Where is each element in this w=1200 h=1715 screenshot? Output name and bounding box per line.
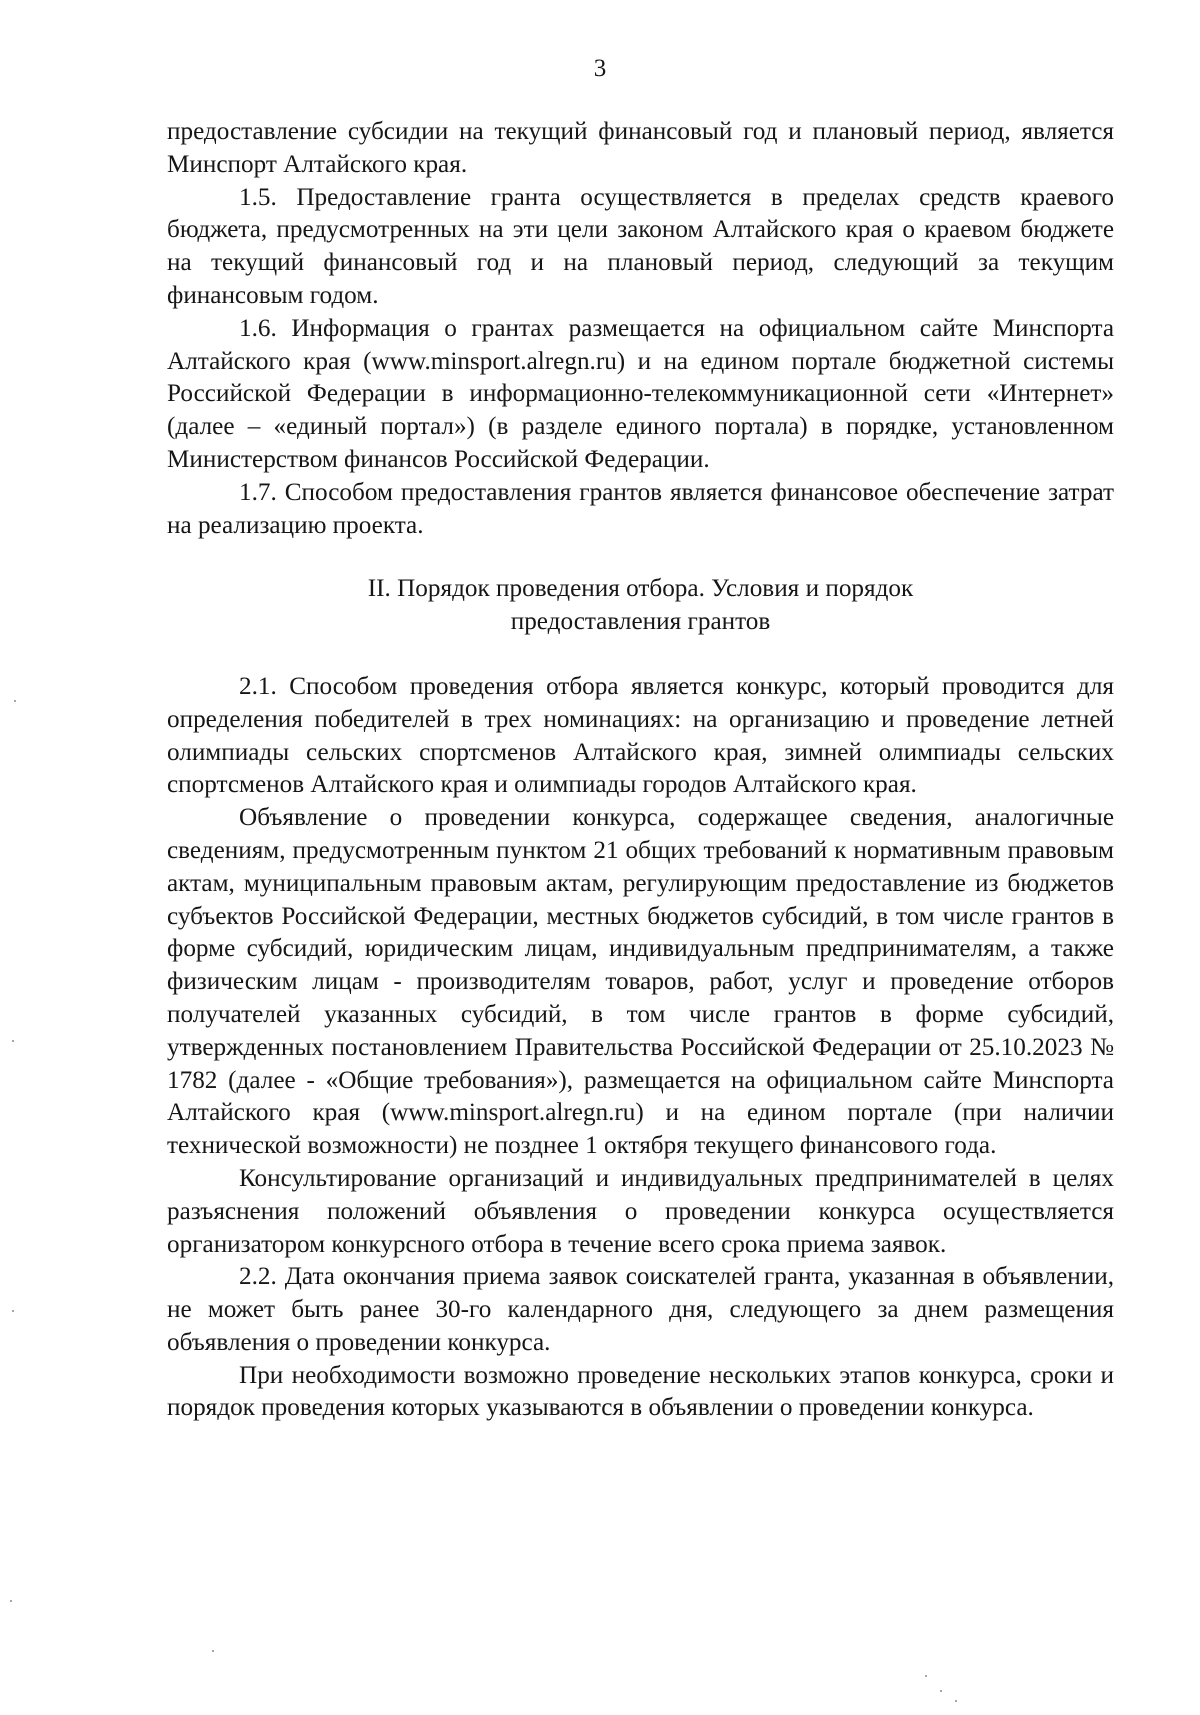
paragraph-announcement: Объявление о проведении конкурса, содержащее сведения, аналогичные сведениям, предусмотренным пунктом 21 общих требований к нормативным правовым актам, муниципальным правовым актам, регулирующим предоставление из бюджетов субъектов Российской Федерации, местных бюджетов субсидий, в том числе грантов в форме субсидий, юридическим лицам, индивидуальным предпринимателям, а также физическим лицам - производителям товаров, работ, услуг и проведение отборов получателей указанных субсидий, в том числе грантов в форме субсидий, утвержденных постановлением Правительства Российской Федерации от 25.10.2023 № 1782 (далее - «Общие требования»), размещается на официальном сайте Минспорта Алтайского края (www.minsport.alregn.ru) и на едином портале (при наличии технической возможности) не позднее 1 октября текущего финансового года. — [167, 804, 1114, 1160]
scan-speck — [955, 1700, 957, 1702]
scan-speck — [940, 1690, 942, 1692]
section-heading-line-2: предоставления грантов — [510, 608, 771, 636]
section-heading — [167, 573, 1114, 639]
document-body — [167, 116, 1114, 1425]
scan-speck — [12, 1310, 14, 1312]
section-heading-line-1: II. Порядок проведения отбора. Условия и порядок — [367, 575, 914, 603]
paragraph-2-1: 2.1. Способом проведения отбора является конкурс, который проводится для определения победителей в трех номинациях: на организацию и проведение летней олимпиады сельских спортсменов Алтайского края, зимней олимпиады сельских спортсменов Алтайского края и олимпиады городов Алтайского края. — [167, 672, 1114, 799]
scan-speck — [14, 700, 16, 702]
scan-speck — [212, 1650, 214, 1652]
paragraph-1-7: 1.7. Способом предоставления грантов является финансовое обеспечение затрат на реализацию проекта. — [167, 478, 1114, 539]
paragraph-stages: При необходимости возможно проведение нескольких этапов конкурса, сроки и порядок проведения которых указываются в объявлении о проведении конкурса. — [167, 1361, 1114, 1422]
scan-speck — [10, 1600, 12, 1602]
page-number: 3 — [593, 55, 607, 82]
scan-speck — [925, 1675, 927, 1677]
paragraph-consulting: Консультирование организаций и индивидуальных предпринимателей в целях разъяснения положений объявления о проведении конкурса осуществляется организатором конкурсного отбора в течение всего срока приема заявок. — [167, 1164, 1114, 1258]
paragraph-intro: предоставление субсидии на текущий финансовый год и плановый период, является Минспорт Алтайского края. — [167, 118, 1114, 178]
scan-speck — [12, 1040, 14, 1042]
paragraph-2-2: 2.2. Дата окончания приема заявок соискателей гранта, указанная в объявлении, не может быть ранее 30-го календарного дня, следующего за днем размещения объявления о проведении конкурса. — [167, 1263, 1114, 1356]
paragraph-1-5: 1.5. Предоставление гранта осуществляется в пределах средств краевого бюджета, предусмотренных на эти цели законом Алтайского края о краевом бюджете на текущий финансовый год и на плановый период, следующий за текущим финансовым годом. — [167, 183, 1114, 309]
paragraph-1-6: 1.6. Информация о грантах размещается на официальном сайте Минспорта Алтайского края (www.minsport.alregn.ru) и на едином портале бюджетной системы Российской Федерации в информационно-телекоммуникационной сети «Интернет» (далее – «единый портал») (в разделе единого портала) в порядке, установленном Министерством финансов Российской Федерации. — [167, 314, 1114, 473]
